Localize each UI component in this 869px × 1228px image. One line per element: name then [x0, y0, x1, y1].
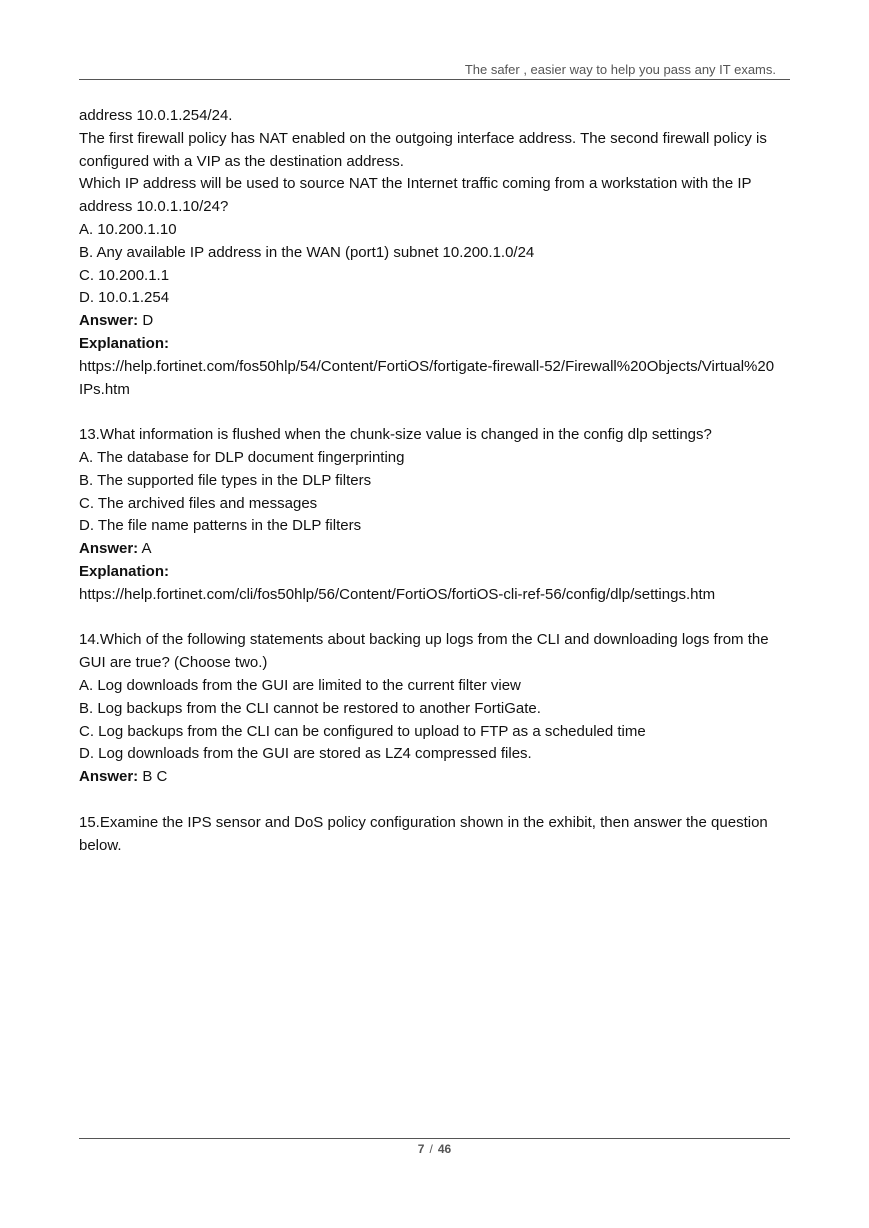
answer-option-b: B. The supported file types in the DLP filters: [79, 471, 372, 489]
page-footer: [79, 1138, 790, 1156]
answer-value: A: [138, 540, 152, 558]
answer-option-d: D. The file name patterns in the DLP filters: [79, 517, 362, 535]
answer-value: D: [138, 312, 154, 330]
answer-row: [79, 310, 791, 333]
spacer: [79, 607, 791, 630]
page-number: [79, 1142, 790, 1156]
answer-option-a: A. The database for DLP document fingerprinting: [79, 448, 405, 466]
page-content: [79, 105, 791, 857]
question-text-line: The first firewall policy has NAT enabled on the outgoing interface address. The second firewall policy is: [79, 129, 767, 147]
question-14: [79, 629, 791, 789]
answer-option-a: A. 10.200.1.10: [79, 220, 177, 238]
explanation-label: Explanation:: [79, 562, 170, 580]
answer-row: [79, 766, 791, 789]
question-13: [79, 424, 791, 606]
answer-option-d: D. Log downloads from the GUI are stored as LZ4 compressed files.: [79, 745, 532, 763]
answer-option-c: C. Log backups from the CLI can be configured to upload to FTP as a scheduled time: [79, 722, 646, 740]
page-separator: /: [429, 1142, 433, 1156]
answer-value: B C: [138, 768, 168, 786]
question-text-line: GUI are true? (Choose two.): [79, 654, 268, 672]
total-pages: 46: [437, 1142, 452, 1156]
answer-option-d: D. 10.0.1.254: [79, 289, 170, 307]
answer-option-a: A. Log downloads from the GUI are limited to the current filter view: [79, 676, 521, 694]
answer-label: Answer:: [79, 312, 139, 330]
question-12-tail: [79, 105, 791, 401]
explanation-link-line: IPs.htm: [79, 380, 130, 398]
question-text-line: below.: [79, 836, 122, 854]
answer-option-b: B. Any available IP address in the WAN (port1) subnet 10.200.1.0/24: [79, 243, 535, 261]
question-text-line: address 10.0.1.254/24.: [79, 107, 233, 124]
answer-option-c: C. The archived files and messages: [79, 494, 318, 512]
question-text-line: 13.What information is flushed when the chunk-size value is changed in the config dlp settings?: [79, 426, 712, 444]
question-text-line: 14.Which of the following statements about backing up logs from the CLI and downloading logs from the: [79, 631, 769, 649]
explanation-link-line: https://help.fortinet.com/cli/fos50hlp/56/Content/FortiOS/fortiOS-cli-ref-56/config/dlp/settings.htm: [79, 585, 716, 603]
explanation-label: Explanation:: [79, 334, 170, 352]
page-header: [79, 61, 790, 80]
answer-label: Answer:: [79, 540, 139, 558]
current-page-number: 7: [417, 1142, 425, 1156]
spacer: [79, 401, 791, 424]
header-tagline: The safer , easier way to help you pass any IT exams.: [464, 62, 776, 77]
spacer: [79, 789, 791, 812]
answer-option-c: C. 10.200.1.1: [79, 266, 170, 284]
question-text-line: configured with a VIP as the destination address.: [79, 152, 404, 170]
answer-row: [79, 538, 791, 561]
question-text-line: 15.Examine the IPS sensor and DoS policy configuration shown in the exhibit, then answer the question: [79, 813, 768, 831]
explanation-link-line: https://help.fortinet.com/fos50hlp/54/Content/FortiOS/fortigate-firewall-52/Firewall%20Objects/Virtual%20: [79, 357, 775, 375]
question-text-line: address 10.0.1.10/24?: [79, 198, 229, 216]
answer-label: Answer:: [79, 768, 139, 786]
answer-option-b: B. Log backups from the CLI cannot be restored to another FortiGate.: [79, 699, 541, 717]
question-15: [79, 812, 791, 858]
question-text-line: Which IP address will be used to source NAT the Internet traffic coming from a workstation with the IP: [79, 175, 752, 193]
